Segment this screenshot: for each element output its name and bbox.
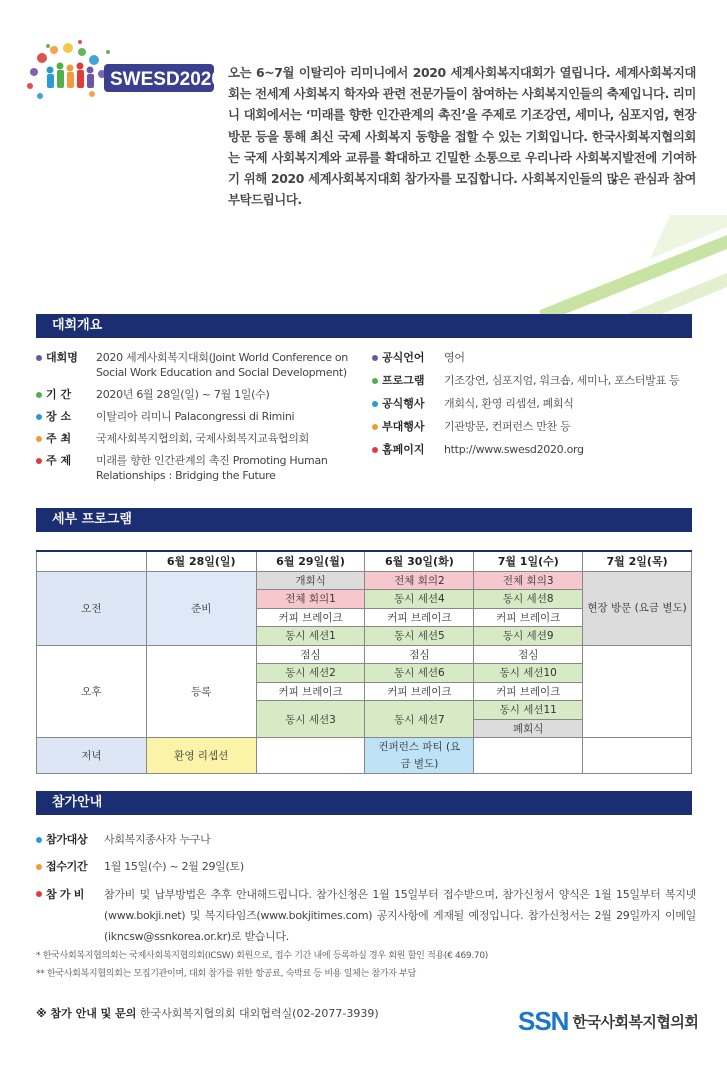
overview-row-events: 공식행사 개회식, 환영 리셉션, 폐회식 bbox=[372, 396, 696, 411]
contact-value: 한국사회복지협의회 대외협력실(02-2077-3939) bbox=[139, 1007, 379, 1020]
footnote-2: ** 한국사회복지협의회는 모집기관이며, 대회 참가를 위한 항공료, 숙박료 등 비용 일체는 참가자 부담 bbox=[36, 969, 417, 979]
overview-left bbox=[36, 350, 360, 490]
d3-slot: 동시 세션4 bbox=[365, 590, 474, 609]
overview-right bbox=[372, 350, 696, 464]
participation-row-period: 접수기간 1월 15일(수) ~ 2월 29일(토) bbox=[36, 857, 696, 877]
bullet-dot bbox=[36, 436, 42, 442]
d4-slot: 점심 bbox=[474, 645, 583, 664]
bullet-dot bbox=[36, 392, 42, 398]
day-header: 7월 2일(목) bbox=[583, 551, 692, 571]
overview-row-host: 주 최 국제사회복지협의회, 국제사회복지교육협의회 bbox=[36, 431, 360, 446]
overview-header: 대회개요 bbox=[36, 314, 692, 338]
d1-eve: 환영 리셉션 bbox=[146, 738, 256, 774]
day-header: 6월 28일(일) bbox=[146, 551, 256, 571]
bullet-dot bbox=[36, 891, 42, 897]
d4-slot: 동시 세션10 bbox=[474, 664, 583, 683]
d4-eve bbox=[474, 738, 583, 774]
d4-slot: 커피 브레이크 bbox=[474, 608, 583, 627]
bullet-dot bbox=[372, 355, 378, 361]
participation-row-target: 참가대상 사회복지종사자 누구나 bbox=[36, 830, 696, 850]
d3-slot: 동시 세션6 bbox=[365, 664, 474, 683]
overview-row-name: 대회명 2020 세계사회복지대회(Joint World Conference on Social Work Education and Social Development) bbox=[36, 350, 360, 380]
participation-list bbox=[36, 830, 696, 947]
homepage-link[interactable]: http://www.swesd2020.org bbox=[444, 443, 584, 456]
overview-row-theme: 주 제 미래를 향한 인간관계의 촉진 Promoting Human Relationships : Bridging the Future bbox=[36, 453, 360, 483]
d4-slot: 커피 브레이크 bbox=[474, 682, 583, 701]
ssn-org-name: 한국사회복지협의회 bbox=[572, 1013, 699, 1031]
period-eve: 저녁 bbox=[37, 738, 147, 774]
bullet-dot bbox=[36, 355, 42, 361]
d2-slot: 커피 브레이크 bbox=[256, 608, 365, 627]
footnote-1: * 한국사회복지협의회는 국제사회복지협의회(ICSW) 회원으로, 접수 기간 내에 등록하실 경우 회원 할인 적용(€ 469.70) bbox=[36, 951, 488, 961]
ssn-logo bbox=[518, 1006, 698, 1037]
d2-slot: 전체 회의1 bbox=[256, 590, 365, 609]
bullet-dot bbox=[36, 837, 42, 843]
d3-slot: 점심 bbox=[365, 645, 474, 664]
d4-slot: 동시 세션11 bbox=[474, 701, 583, 720]
d4-slot: 동시 세션8 bbox=[474, 590, 583, 609]
d4-slot: 전체 회의3 bbox=[474, 571, 583, 590]
d3-eve: 컨퍼런스 파티 (요금 별도) bbox=[365, 738, 474, 774]
decorative-stripes bbox=[540, 215, 727, 325]
d4-slot: 동시 세션9 bbox=[474, 627, 583, 646]
d3-slot: 전체 회의2 bbox=[365, 571, 474, 590]
period-pm: 오후 bbox=[37, 645, 147, 738]
d5-eve bbox=[583, 738, 692, 774]
bullet-dot bbox=[36, 864, 42, 870]
d1-am: 준비 bbox=[146, 571, 256, 645]
day-header: 7월 1일(수) bbox=[474, 551, 583, 571]
contact-label: ※ 참가 안내 및 문의 bbox=[36, 1007, 137, 1020]
d2-slot: 점심 bbox=[256, 645, 365, 664]
contact-line bbox=[36, 1005, 379, 1021]
d2-slot: 개회식 bbox=[256, 571, 365, 590]
table-corner bbox=[37, 551, 147, 571]
d3-slot: 동시 세션5 bbox=[365, 627, 474, 646]
bullet-dot bbox=[372, 424, 378, 430]
swesd-logo bbox=[22, 38, 217, 106]
d2-slot: 동시 세션3 bbox=[256, 701, 365, 738]
intro-paragraph: 오는 6~7월 이탈리아 리미니에서 2020 세계사회복지대회가 열립니다. 세계사회복지대회는 전세계 사회복지 학자와 관련 전문가들이 참여하는 사회복지인들의 축제입니다. 리미니 대회에서는 ‘미래를 향한 인간관계의 촉진’을 주제로 기조강연, 세미나, 심포지엄, 현장방문 등을 통해 최신 국제 사회복지 동향을 접할 수 있는 기회입니다. 한국사회복지협의회는 국제 사회복지계와 교류를 확대하고 긴밀한 소통으로 우리나라 사회복지발전에 기여하기 위해 2020 세계사회복지대회 참가자를 모집합니다. 사회복지인들의 많은 관심과 참여 부탁드립니다. bbox=[228, 65, 696, 208]
bullet-dot bbox=[372, 401, 378, 407]
d3-slot: 동시 세션7 bbox=[365, 701, 474, 738]
d2-slot: 동시 세션2 bbox=[256, 664, 365, 683]
program-header: 세부 프로그램 bbox=[36, 508, 692, 532]
day-header: 6월 29일(월) bbox=[256, 551, 365, 571]
table-header-row bbox=[37, 551, 692, 571]
bullet-dot bbox=[372, 378, 378, 384]
program-table bbox=[36, 550, 692, 774]
d5-am: 현장 방문 (요금 별도) bbox=[583, 571, 692, 645]
d1-pm: 등록 bbox=[146, 645, 256, 738]
overview-row-side-events: 부대행사 기관방문, 컨퍼런스 만찬 등 bbox=[372, 419, 696, 434]
bullet-dot bbox=[372, 447, 378, 453]
overview-row-venue: 장 소 이탈리아 리미니 Palacongressi di Rimini bbox=[36, 409, 360, 424]
period-am: 오전 bbox=[37, 571, 147, 645]
ssn-mark: SSN bbox=[518, 1006, 569, 1036]
d2-slot: 동시 세션1 bbox=[256, 627, 365, 646]
d3-slot: 커피 브레이크 bbox=[365, 682, 474, 701]
participation-header: 참가안내 bbox=[36, 791, 692, 815]
bullet-dot bbox=[36, 414, 42, 420]
d4-slot: 폐회식 bbox=[474, 719, 583, 738]
participation-row-fee: 참 가 비 참가비 및 납부방법은 추후 안내해드립니다. 참가신청은 1월 15일부터 접수받으며, 참가신청서 양식은 1월 15일부터 복지넷(www.bokji.net) 및 복지타임즈(www.bokjitimes.com) 공지사항에 게재될 예정입니다. 참가신청서는 2월 29일까지 이메일(ikncsw@ssnkorea.or.kr)로 받습니다. bbox=[36, 884, 696, 947]
overview-row-language: 공식언어 영어 bbox=[372, 350, 696, 365]
overview-row-period: 기 간 2020년 6월 28일(일) ~ 7월 1일(수) bbox=[36, 387, 360, 402]
logo-text: SWESD2020 bbox=[110, 69, 217, 90]
footnotes bbox=[36, 947, 488, 983]
overview-row-homepage: 홈페이지 http://www.swesd2020.org bbox=[372, 442, 696, 457]
day-header: 6월 30일(화) bbox=[365, 551, 474, 571]
d3-slot: 커피 브레이크 bbox=[365, 608, 474, 627]
d2-eve bbox=[256, 738, 365, 774]
d5-pm bbox=[583, 645, 692, 738]
d2-slot: 커피 브레이크 bbox=[256, 682, 365, 701]
bullet-dot bbox=[36, 458, 42, 464]
overview-row-program: 프로그램 기조강연, 심포지엄, 워크숍, 세미나, 포스터발표 등 bbox=[372, 373, 696, 388]
